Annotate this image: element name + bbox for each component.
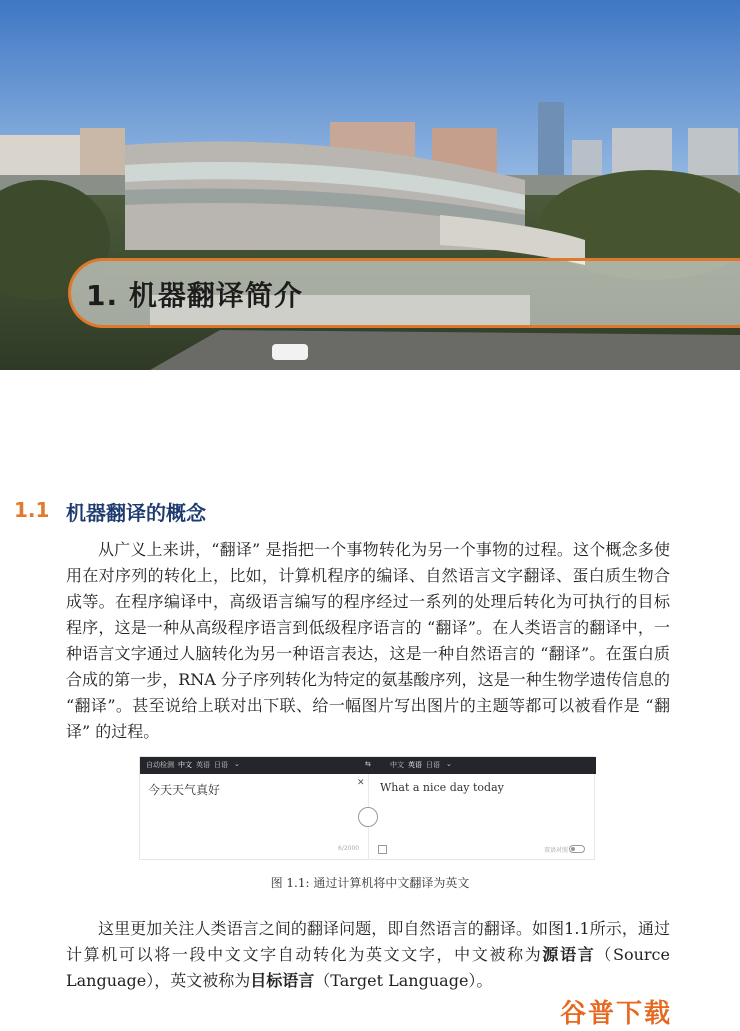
term-source-language: 源语言 xyxy=(542,945,596,964)
lang-tab-auto-detect[interactable]: 自动检测 xyxy=(146,761,174,769)
bilingual-toggle-label: 双语对照 xyxy=(544,847,569,854)
close-icon[interactable]: ✕ xyxy=(357,778,365,788)
swap-icon[interactable]: ⇆ xyxy=(365,760,371,768)
bilingual-toggle[interactable] xyxy=(569,845,585,853)
copy-icon[interactable] xyxy=(378,845,387,854)
paragraph-2-text-a: 这里更加关注人类语言之间的翻译问题，即自然语言的翻译。如图1.1所示，通过计算机可以将一段中文文字自动转化为英文文字，中文被称为 xyxy=(66,919,670,964)
lang-tab-chinese-target[interactable]: 中文 xyxy=(390,761,404,769)
body-paragraph-2 xyxy=(66,916,670,994)
chapter-title: 1. 机器翻译简介 xyxy=(86,279,303,312)
section-title: 机器翻译的概念 xyxy=(66,501,206,525)
translation-output: What a nice day today xyxy=(380,781,504,794)
lang-tab-japanese-source[interactable]: 日语 xyxy=(214,761,228,769)
term-target-language: 目标语言 xyxy=(250,971,315,990)
lang-tab-english-target[interactable]: 英语 xyxy=(408,761,422,769)
chevron-down-icon[interactable]: ⌄ xyxy=(234,760,240,768)
source-text-input[interactable]: 今天天气真好 xyxy=(148,783,221,797)
translator-language-bar xyxy=(140,757,596,774)
lang-tab-japanese-target[interactable]: 日语 xyxy=(426,761,440,769)
paragraph-2-text-c: （Target Language）。 xyxy=(314,971,493,990)
body-paragraph-1: 从广义上来讲，“翻译” 是指把一个事物转化为另一个事物的过程。这个概念多使用在对序列的转化上，比如，计算机程序的编译、自然语言文字翻译、蛋白质生物合成等。在程序编译中，高级语言编写的程序经过一系列的处理后转化为可执行的目标程序，这是一种从高级程序语言到低级程序语言的 “翻译”。在人类语言的翻译中，一种语言文字通过人脑转化为另一种语言表达，这是一种自然语言的 “翻译”。在蛋白质合成的第一步，RNA 分子序列转化为特定的氨基酸序列，这是一种生物学遗传信息的 “翻译”。甚至说给上联对出下联、给一幅图片写出图片的主题等都可以被看作是 “翻译” 的过程。 xyxy=(66,540,670,741)
lang-tab-chinese-source[interactable]: 中文 xyxy=(178,761,192,769)
watermark-logo: 谷普下载 xyxy=(560,999,673,1029)
paragraph-2-text-b: （Source Language），英文被称为 xyxy=(66,945,670,990)
chevron-down-icon[interactable]: ⌄ xyxy=(446,760,452,768)
section-number: 1.1 xyxy=(14,498,50,522)
translator-figure xyxy=(139,756,595,860)
char-counter: 6/2000 xyxy=(338,845,360,852)
lang-tab-english-source[interactable]: 英语 xyxy=(196,761,210,769)
figure-caption: 图 1.1: 通过计算机将中文翻译为英文 xyxy=(270,876,470,890)
speech-icon[interactable] xyxy=(358,807,378,827)
